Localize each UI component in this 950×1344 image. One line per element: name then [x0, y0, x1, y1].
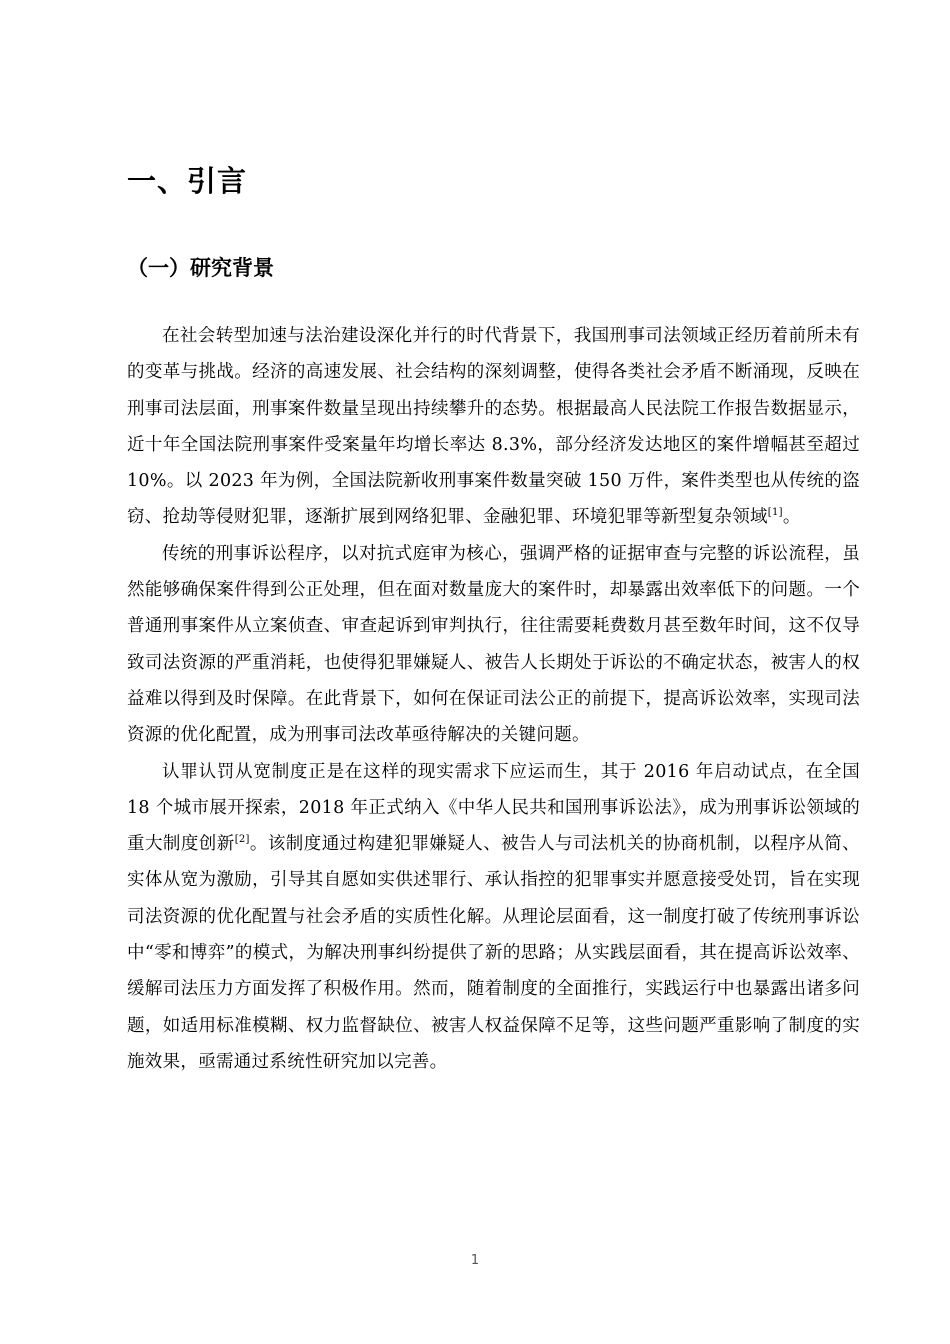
- paragraph: [127, 754, 860, 1081]
- paragraph: [127, 318, 860, 536]
- page-number: 1: [470, 1253, 480, 1268]
- citation-marker: [1]: [767, 507, 783, 519]
- chapter-heading: 一、引言: [127, 164, 248, 198]
- body-text: [127, 318, 860, 1080]
- paragraph-text: 。该制度通过构建犯罪嫌疑人、被告人与司法机关的协商机制，以程序从简、实体从宽为激励，引导其自愿如实供述罪行、承认指控的犯罪事实并愿意接受处罚，旨在实现司法资源的优化配置与社会矛盾的实质性化解。从理论层面看，这一制度打破了传统刑事诉讼中“零和博弈”的模式，为解决刑事纠纷提供了新的思路；从实践层面看，其在提高诉讼效率、缓解司法压力方面发挥了积极作用。然而，随着制度的全面推行，实践运行中也暴露出诸多问题，如适用标准模糊、权力监督缺位、被害人权益保障不足等，这些问题严重影响了制度的实施效果，亟需通过系统性研究加以完善。: [127, 834, 860, 1072]
- paragraph-text: 。: [782, 507, 801, 528]
- paragraph-text: 传统的刑事诉讼程序，以对抗式庭审为核心，强调严格的证据审查与完整的诉讼流程，虽然能够确保案件得到公正处理，但在面对数量庞大的案件时，却暴露出效率低下的问题。一个普通刑事案件从立案侦查、审查起诉到审判执行，往往需要耗费数月甚至数年时间，这不仅导致司法资源的严重消耗，也使得犯罪嫌疑人、被告人长期处于诉讼的不确定状态，被害人的权益难以得到及时保障。在此背景下，如何在保证司法公正的前提下，提高诉讼效率，实现司法资源的优化配置，成为刑事司法改革亟待解决的关键问题。: [127, 543, 860, 746]
- paragraph-text: 认罪认罚从宽制度正是在这样的现实需求下应运而生，其于 2016 年启动试点，在全国 18 个城市展开探索，2018 年正式纳入《中华人民共和国刑事诉讼法》，成为刑事诉讼领域的重大制度创新: [127, 761, 860, 855]
- paragraph-text: 在社会转型加速与法治建设深化并行的时代背景下，我国刑事司法领域正经历着前所未有的变革与挑战。经济的高速发展、社会结构的深刻调整，使得各类社会矛盾不断涌现，反映在刑事司法层面，刑事案件数量呈现出持续攀升的态势。根据最高人民法院工作报告数据显示，近十年全国法院刑事案件受案量年均增长率达 8.3%，部分经济发达地区的案件增幅甚至超过 10%。以 2023 年为例，全国法院新收刑事案件数量突破 150 万件，案件类型也从传统的盗窃、抢劫等侵财犯罪，逐渐扩展到网络犯罪、金融犯罪、环境犯罪等新型复杂领域: [127, 326, 860, 528]
- paragraph: [127, 536, 860, 754]
- citation-marker: [2]: [234, 834, 250, 846]
- section-heading: （一）研究背景: [127, 256, 274, 280]
